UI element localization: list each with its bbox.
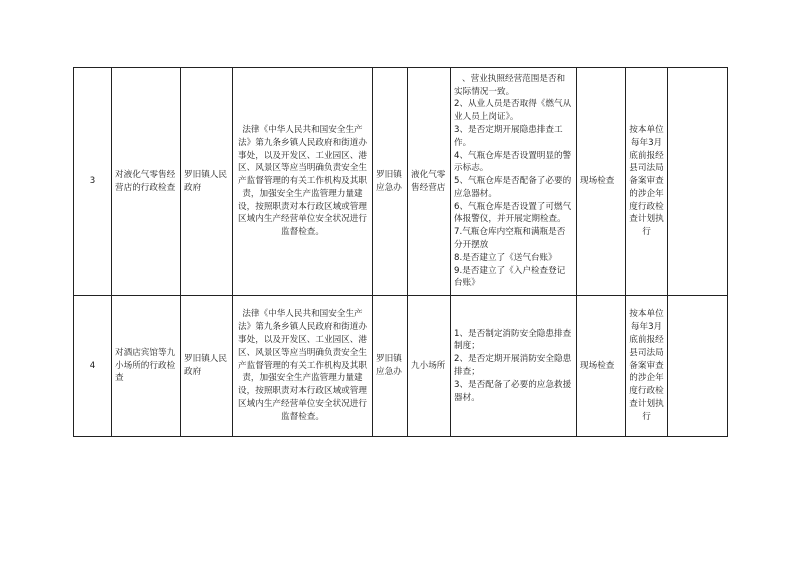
inspection-method: 现场检查 [577,68,626,296]
content-item: 8.是否建立了《送气台账》 [454,252,557,263]
inspection-item: 对液化气零售经营店的行政检查 [112,68,181,296]
legal-basis: 法律《中华人民共和国安全生产法》第九条乡镇人民政府和街道办事处，以及开发区、工业园区、港区、风景区等应当明确负责安全生产监督管理的有关工作机构及其职责，加强安全生产监管理力量建设，按照职责对本行政区域或管理区域内生产经营单位安全状况进行监督检查。 [233,68,373,296]
row-number: 3 [74,68,112,296]
table-body [74,68,728,437]
content-item: 3、是否定期开展隐患排查工作。 [454,124,563,148]
inspection-content [451,296,577,437]
implementing-authority: 罗旧镇人民政府 [181,296,233,437]
content-item: 5、气瓶仓库是否配备了必要的应急器材。 [454,176,572,199]
blank-cell [668,68,728,296]
inspection-object: 九小场所 [408,296,451,437]
inspection-item: 对酒店宾馆等九小场所的行政检查 [112,296,181,437]
content-item: 3、是否配备了必要的应急救援器材。 [454,379,572,403]
inspection-plan: 按本单位每年3月底前报经县司法局备案审查的涉企年度行政检查计划执行 [626,296,668,437]
content-item: 、营业执照经营范围是否和实际情况一致。 [454,73,566,97]
responsible-department: 罗旧镇应急办 [373,296,408,437]
inspection-table [73,67,728,437]
blank-cell [668,296,728,437]
table-row [74,68,728,296]
content-item: 6、气瓶仓库是否设置了可燃气体报警仪，并开展定期检查。 [454,201,572,225]
content-item: 7.气瓶仓库内空瓶和满瓶是否分开摆放 [454,227,566,251]
inspection-method: 现场检查 [577,296,626,437]
content-item: 2、从业人员是否取得《燃气从业人员上岗证》。 [454,99,572,123]
inspection-plan: 按本单位每年3月底前报经县司法局备案审查的涉企年度行政检查计划执行 [626,68,668,296]
inspection-content [451,68,577,296]
row-number: 4 [74,296,112,437]
content-item: 2、是否定期开展消防安全隐患排查； [454,354,572,377]
content-item: 9.是否建立了《入户检查登记台账》 [454,265,566,289]
legal-basis: 法律《中华人民共和国安全生产法》第九条乡镇人民政府和街道办事处，以及开发区、工业园区、港区、风景区等应当明确负责安全生产监督管理的有关工作机构及其职责，加强安全生产监管理力量建设，按照职责对本行政区域或管理区域内生产经营单位安全状况进行监督检查。 [233,296,373,437]
content-item: 1、是否制定消防安全隐患排查制度； [454,328,572,352]
content-item: 4、气瓶仓库是否设置明显的警示标志。 [454,150,572,174]
inspection-object: 液化气零售经营店 [408,68,451,296]
responsible-department: 罗旧镇应急办 [373,68,408,296]
implementing-authority: 罗旧镇人民政府 [181,68,233,296]
table-row [74,296,728,437]
